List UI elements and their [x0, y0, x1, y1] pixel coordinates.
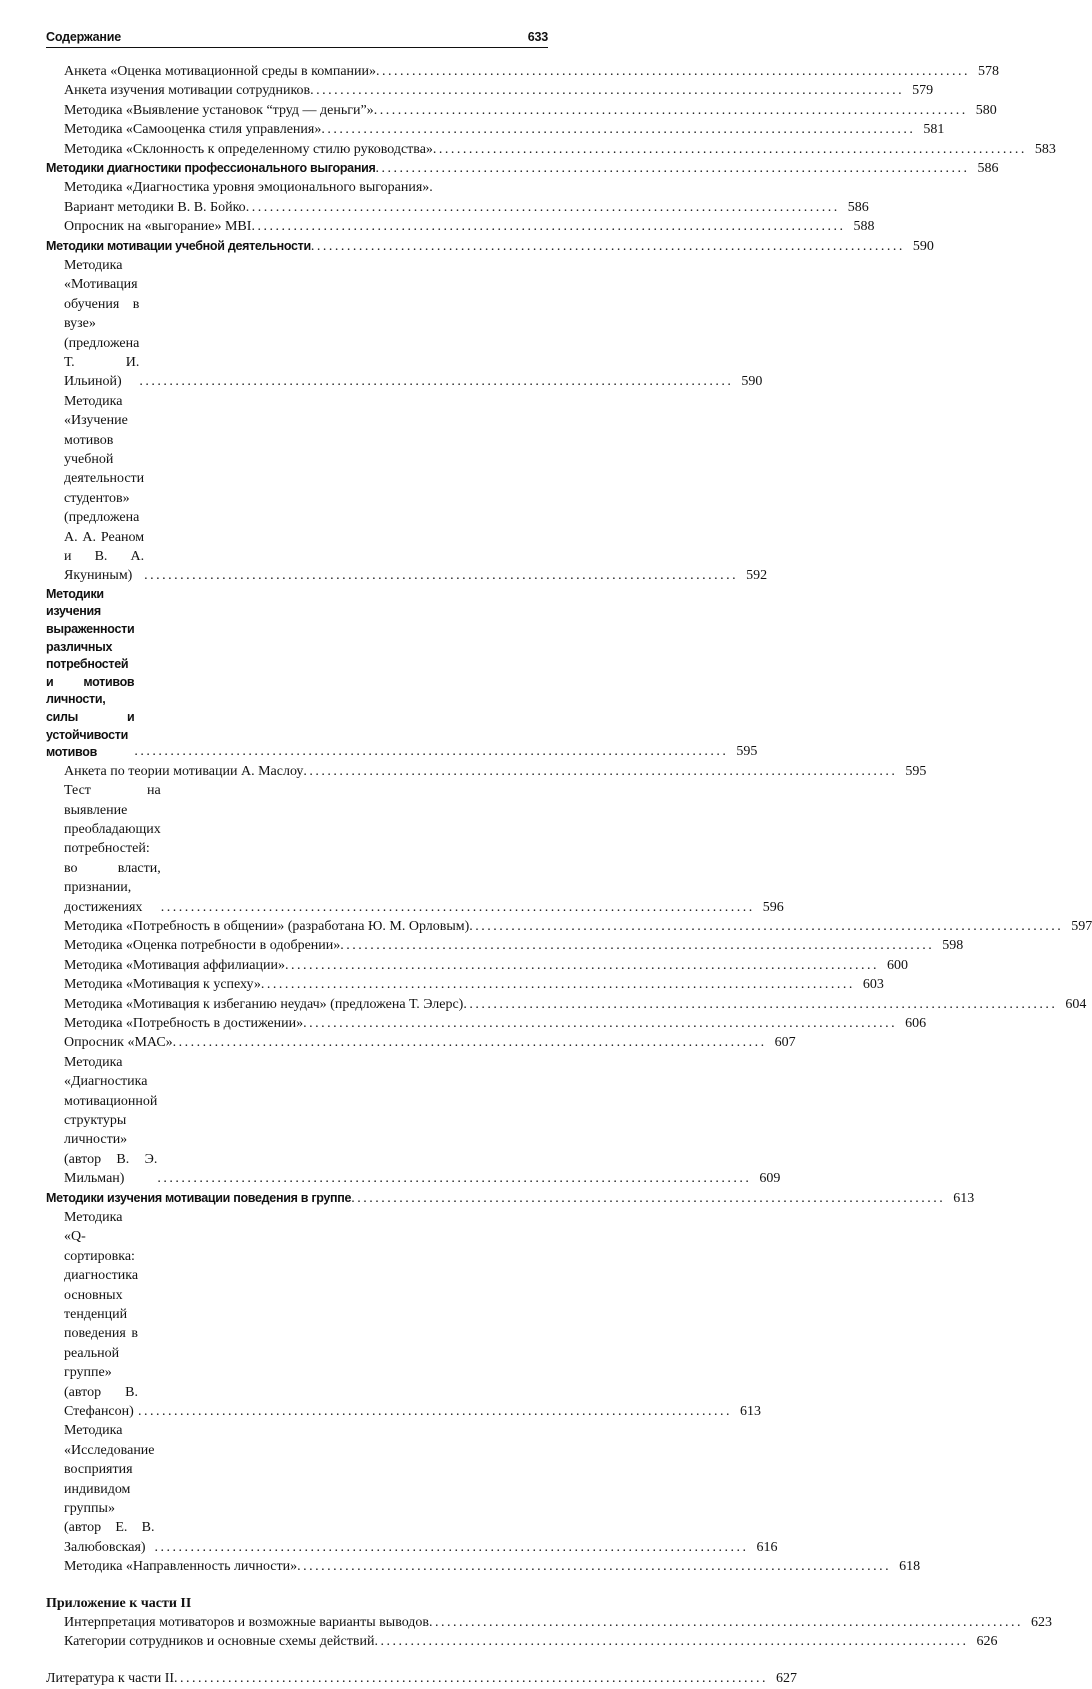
toc-entry [46, 392, 768, 586]
toc-entry-text: Интерпретация мотиваторов и возможные варианты выводов [64, 1614, 430, 1630]
toc-entry [46, 995, 1087, 1014]
leader-dots [310, 81, 901, 100]
toc-entry-text: Методика «Диагностика уровня эмоционального выгорания». [64, 180, 433, 196]
toc-entry-page: 580 [975, 102, 997, 118]
toc-entry-text: Методика «Самооценка стиля управления» [64, 122, 322, 138]
toc-entry-text: Методика «Склонность к определенному стилю руководства» [64, 141, 433, 157]
toc-entry-text: Методика «Мотивация аффилиации» [64, 957, 285, 973]
header-title: Содержание [46, 30, 122, 44]
leader-dots [134, 742, 725, 761]
toc-entry [46, 975, 884, 994]
toc-entry-page: 597 [1071, 918, 1092, 934]
toc-entry-text: Методики диагностики профессионального выгорания [46, 160, 376, 175]
leader-dots [429, 1613, 1020, 1632]
toc-section-heading [46, 586, 758, 762]
leader-dots [374, 101, 965, 120]
toc-entry-text: Вариант методики В. В. Бойко [64, 199, 246, 215]
toc-entry [46, 198, 869, 217]
literature-page: 627 [776, 1671, 798, 1687]
toc-entry-text: Методика «Направленность личности» [64, 1559, 298, 1575]
toc-entry-page: 626 [976, 1634, 998, 1650]
literature-entry [46, 1669, 798, 1688]
leader-dots [469, 917, 1060, 936]
toc-entry [46, 1053, 781, 1189]
toc-entry [46, 62, 1000, 81]
leader-dots [173, 1033, 764, 1052]
toc-entry-page: 578 [978, 63, 1000, 79]
leader-dots [303, 1014, 894, 1033]
toc-entry-page: 613 [740, 1404, 762, 1420]
toc-entry [46, 936, 964, 955]
toc-entry [46, 256, 763, 392]
leader-dots [321, 120, 912, 139]
leader-dots [157, 1169, 748, 1188]
leader-dots [351, 1189, 942, 1208]
toc-entry-page: 581 [923, 122, 945, 138]
leader-dots [340, 936, 931, 955]
toc-entry [46, 1033, 796, 1052]
toc-entry-text: Опросник «МАС» [64, 1035, 173, 1051]
leader-dots [261, 975, 852, 994]
running-header [46, 30, 548, 48]
toc-entry-page: 586 [977, 160, 999, 176]
toc-entry [46, 1557, 921, 1576]
toc-entry-text: Методика «Диагностика мотивационной структуры личности» (автор В. Э. Мильман) [64, 1054, 158, 1187]
toc-entry-page: 592 [746, 568, 768, 584]
toc-entry-text: Методики мотивации учебной деятельности [46, 238, 311, 253]
toc-entry-page: 616 [756, 1539, 778, 1555]
toc-entry-text: Методика «Потребность в общении» (разработана Ю. М. Орловым) [64, 918, 470, 934]
toc-entry-page: 607 [774, 1035, 796, 1051]
toc-entry [46, 1613, 1053, 1632]
leader-dots [139, 372, 730, 391]
toc-entry-page: 588 [853, 219, 875, 235]
toc-entry-page: 595 [905, 763, 927, 779]
toc-entry [46, 956, 908, 975]
toc-entry [46, 781, 784, 917]
toc-entry-text: Опросник на «выгорание» MBI [64, 219, 252, 235]
leader-dots [463, 995, 1054, 1014]
toc-entry-text: Категории сотрудников и основные схемы действий [64, 1634, 375, 1650]
leader-dots [285, 956, 876, 975]
leader-dots [375, 159, 966, 178]
toc-entry-page: 603 [862, 977, 884, 993]
leader-dots [155, 1538, 746, 1557]
toc-entry-page: 623 [1031, 1614, 1053, 1630]
toc-main-list [46, 62, 1092, 1577]
toc-entry-text: Методика «Потребность в достижении» [64, 1015, 304, 1031]
toc-entry [46, 762, 927, 781]
toc-entry-page: 604 [1065, 996, 1087, 1012]
toc-entry [46, 101, 997, 120]
toc-entry-page: 606 [905, 1015, 927, 1031]
toc-entry-page: 609 [759, 1171, 781, 1187]
leader-dots [311, 237, 902, 256]
leader-dots [161, 898, 752, 917]
toc-entry-text: Анкета по теории мотивации А. Маслоу [64, 763, 304, 779]
literature-text: Литература к части II [46, 1671, 175, 1687]
toc-entry-page: 579 [912, 83, 934, 99]
toc-entry-text: Анкета изучения мотивации сотрудников [64, 83, 311, 99]
toc-entry [46, 178, 548, 197]
leader-dots [246, 198, 837, 217]
appendix-title: Приложение к части II [46, 1595, 192, 1611]
toc-entry-text: Методика «Мотивация обучения в вузе» (предложена Т. И. Ильиной) [64, 257, 140, 390]
leader-dots [374, 1632, 965, 1651]
toc-section-heading [46, 237, 934, 256]
toc-entry-page: 600 [886, 957, 908, 973]
toc-entry [46, 1421, 778, 1557]
toc-entry-page: 586 [847, 199, 869, 215]
toc-section-heading [46, 1189, 975, 1208]
toc-entry-text: Методика «Оценка потребности в одобрении» [64, 938, 341, 954]
toc-entry [46, 1632, 998, 1651]
leader-dots [376, 62, 967, 81]
leader-dots [303, 762, 894, 781]
toc-entry-text: Методика «Q-сортировка: диагностика основных тенденций поведения в реальной группе» (автор В. Стефансон) [64, 1209, 139, 1420]
toc-entry-page: 613 [953, 1190, 975, 1206]
toc-entry [46, 1208, 762, 1421]
toc-entry-page: 596 [762, 899, 784, 915]
leader-dots [174, 1669, 765, 1688]
toc-entry [46, 140, 1056, 159]
toc-entry-text: Методика «Исследование восприятия индивидом группы» (автор Е. В. Залюбовская) [64, 1423, 155, 1555]
toc-entry-text: Анкета «Оценка мотивационной среды в компании» [64, 63, 377, 79]
toc-entry [46, 217, 875, 236]
toc-entry-text: Тест на выявление преобладающих потребностей: во власти, признании, достижениях [64, 783, 161, 915]
table-of-contents [46, 62, 1092, 1689]
toc-entry [46, 917, 1092, 936]
toc-entry-text: Методика «Изучение мотивов учебной деятельности студентов» (предложена А. А. Реаном и В. А. Якуниным) [64, 393, 145, 584]
toc-entry-text: Методика «Мотивация к успеху» [64, 977, 261, 993]
toc-entry-page: 583 [1034, 141, 1056, 157]
toc-entry-text: Методика «Мотивация к избеганию неудач» (предложена Т. Элерс) [64, 996, 464, 1012]
leader-dots [251, 217, 842, 236]
toc-entry-page: 618 [899, 1559, 921, 1575]
header-page-number: 633 [527, 30, 548, 44]
toc-entry-text: Методики изучения мотивации поведения в группе [46, 1190, 352, 1205]
toc-entry-text: Методика «Выявление установок “труд — деньги”» [64, 102, 374, 118]
toc-entry [46, 81, 934, 100]
leader-dots [433, 140, 1024, 159]
toc-section-heading [46, 159, 999, 178]
toc-entry-page: 590 [912, 238, 934, 254]
toc-entry-text: Методики изучения выраженности различных потребностей и мотивов личности, силы и устойчивости мотивов [46, 586, 135, 760]
toc-entry-page: 595 [736, 744, 758, 760]
toc-entry-page: 590 [741, 374, 763, 390]
toc-entry-page: 598 [942, 938, 964, 954]
leader-dots [144, 566, 735, 585]
leader-dots [138, 1402, 729, 1421]
toc-entry [46, 1014, 927, 1033]
toc-entry [46, 120, 945, 139]
leader-dots [297, 1557, 888, 1576]
